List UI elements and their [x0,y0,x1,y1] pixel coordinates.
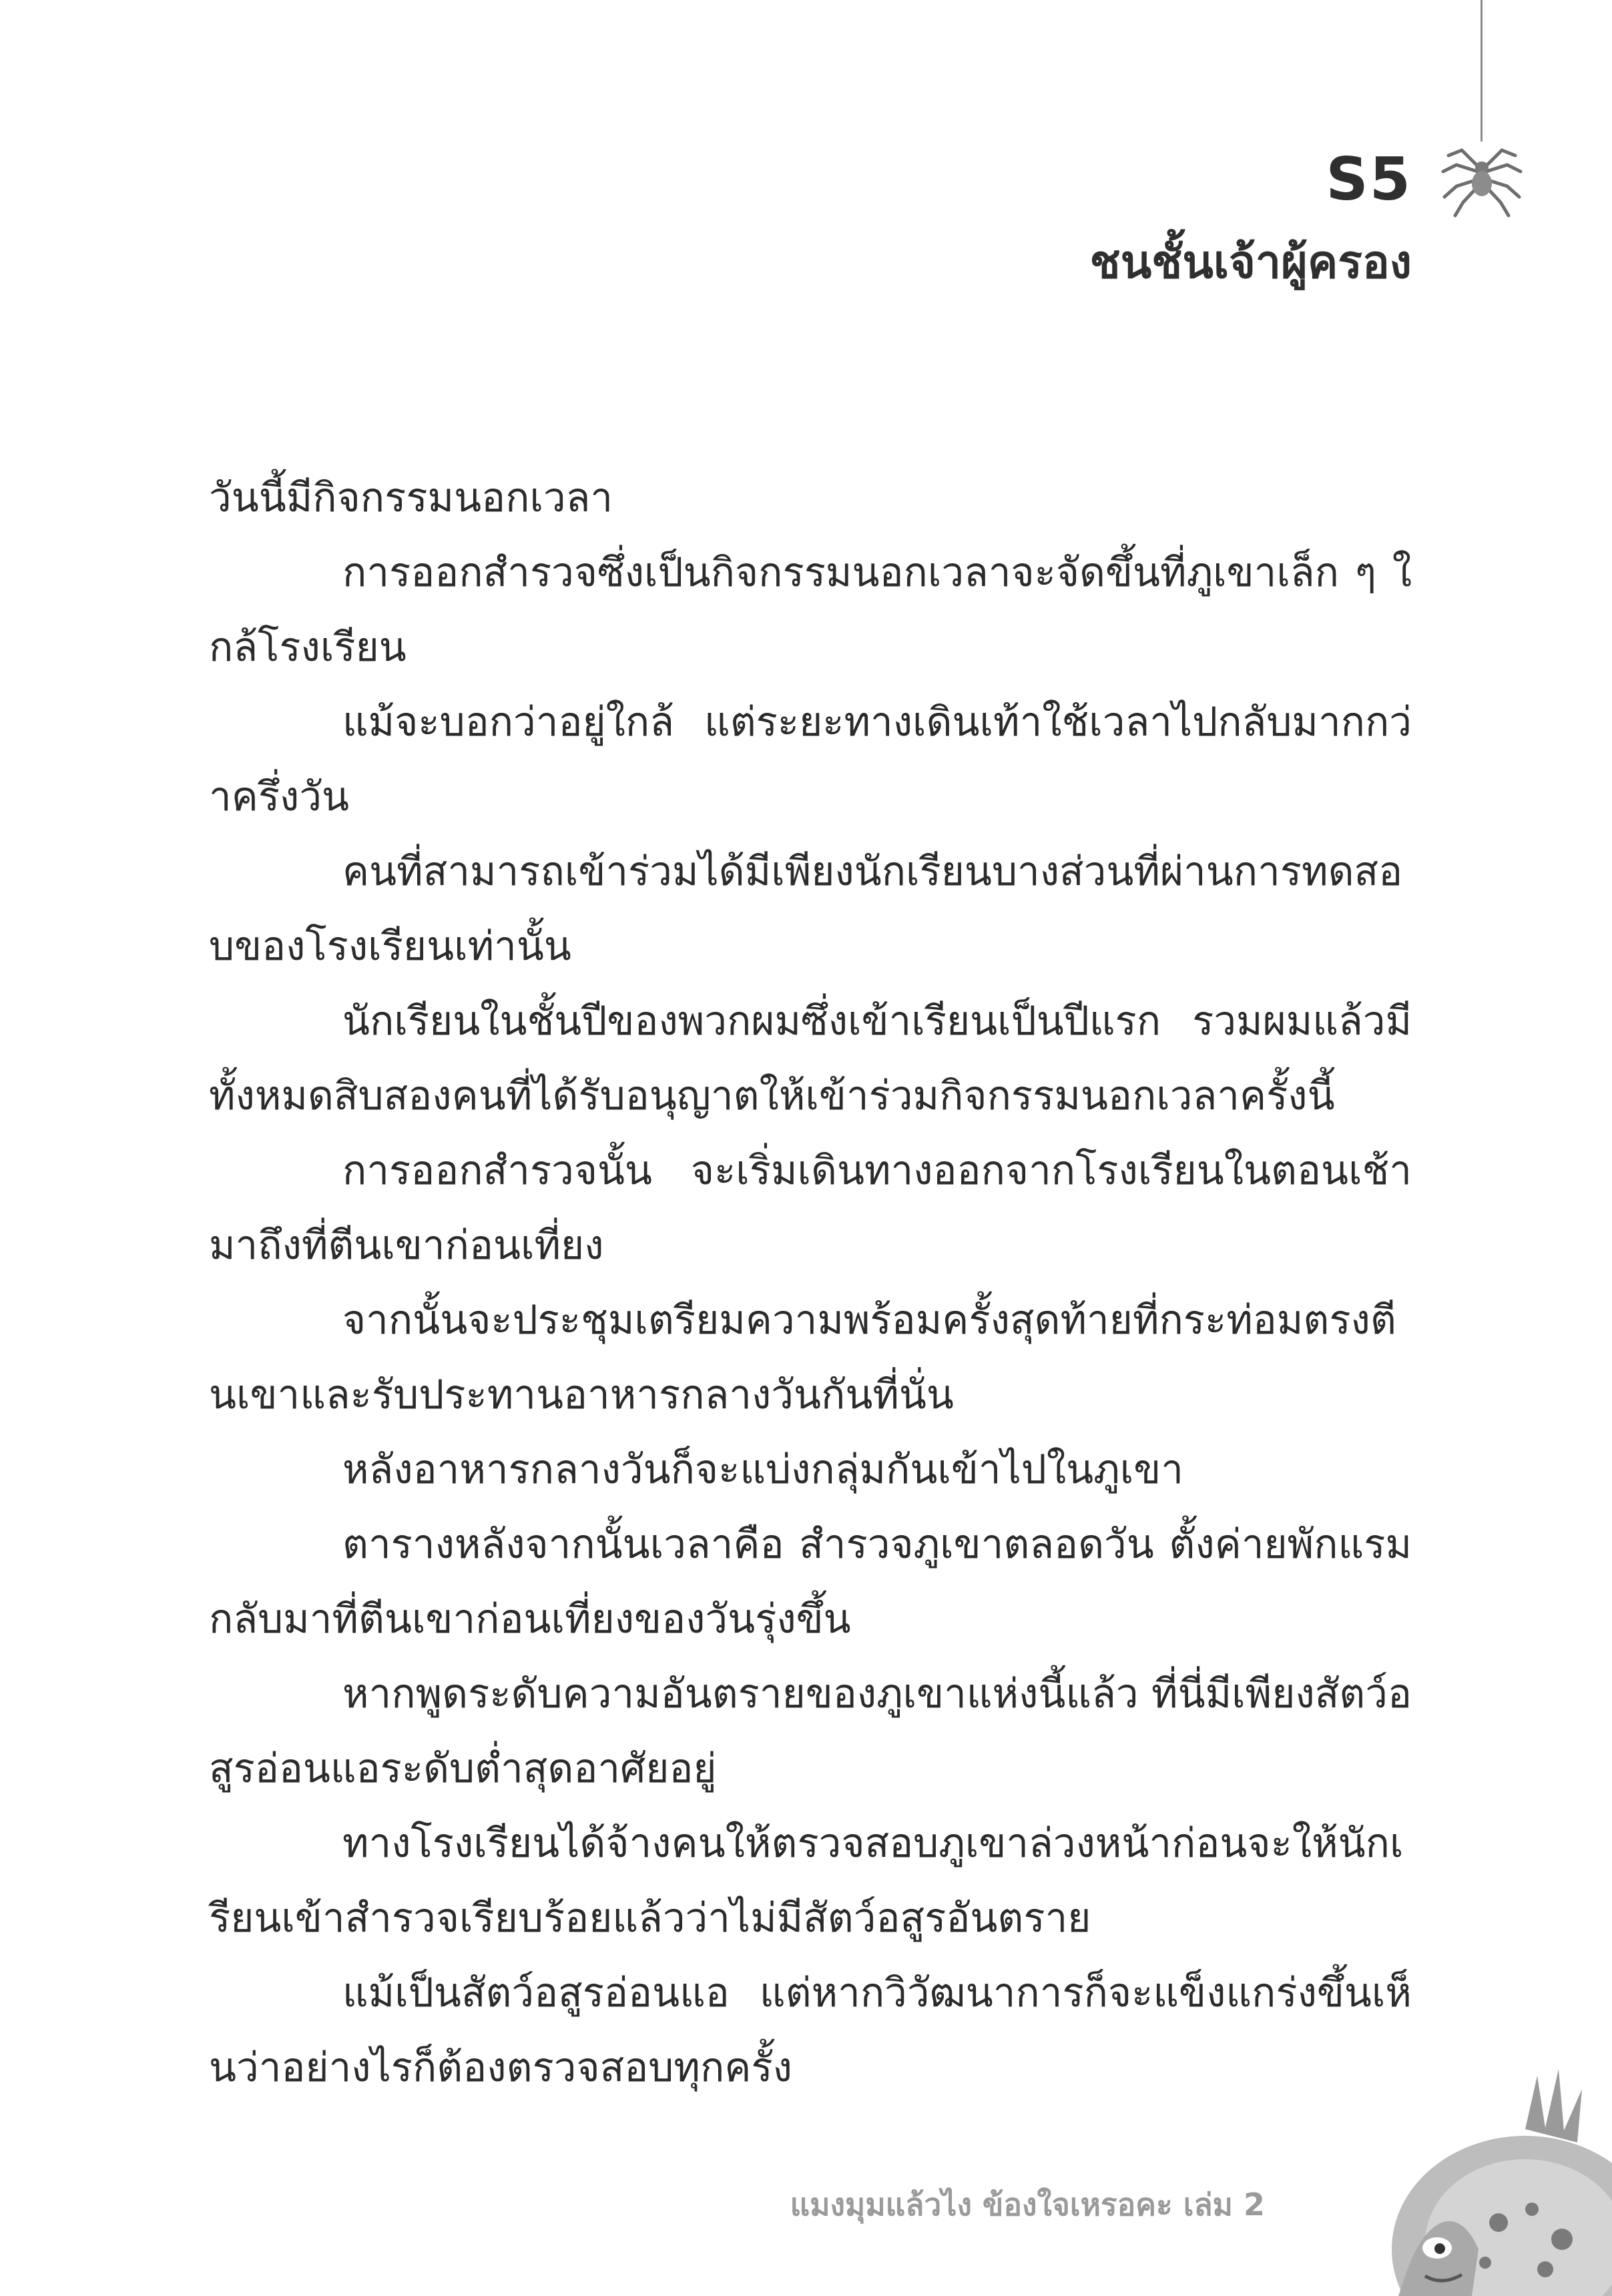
paragraph: การออกสำรวจซึ่งเป็นกิจกรรมนอกเวลาจะจัดขึ้นที่ภูเขาเล็ก ๆ ใกล้โรงเรียน [209,549,1412,671]
paragraph: แม้เป็นสัตว์อสูรอ่อนแอ แต่หากวิวัฒนาการก็จะแข็งแกร่งขึ้นเห็นว่าอย่างไรก็ต้องตรวจสอบทุกครั้ง [209,1970,1412,2091]
spider-thread [1481,0,1483,141]
paragraph: แม้จะบอกว่าอยู่ใกล้ แต่ระยะทางเดินเท้าใช้เวลาไปกลับมากกว่าครึ่งวัน [209,699,1412,820]
paragraph: ตารางหลังจากนั้นเวลาคือ สำรวจภูเขาตลอดวัน ตั้งค่ายพักแรม กลับมาที่ตีนเขาก่อนเที่ยงของวันรุ่งขึ้น [209,1521,1412,1643]
footer-book-title: แมงมุมแล้วไง ข้องใจเหรอคะ เล่ม 2 [790,2187,1265,2223]
paragraph: หากพูดระดับความอันตรายของภูเขาแห่งนี้แล้ว ที่นี่มีเพียงสัตว์อสูรอ่อนแอระดับต่ำสุดอาศัยอยู่ [209,1671,1412,1792]
paragraph: วันนี้มีกิจกรรมนอกเวลา [209,475,613,521]
paragraph: ทางโรงเรียนได้จ้างคนให้ตรวจสอบภูเขาล่วงหน้าก่อนจะให้นักเรียนเข้าสำรวจเรียบร้อยแล้วว่าไม่มีสัตว์อสูรอันตราย [209,1820,1404,1942]
paragraph: คนที่สามารถเข้าร่วมได้มีเพียงนักเรียนบางส่วนที่ผ่านการทดสอบของโรงเรียนเท่านั้น [209,848,1403,970]
paragraph: นักเรียนในชั้นปีของพวกผมซึ่งเข้าเรียนเป็นปีแรก รวมผมแล้วมีทั้งหมดสิบสองคนที่ได้รับอนุญาตให้เข้าร่วมกิจกรรมนอกเวลาครั้งนี้ [209,998,1412,1119]
body-text [209,461,1412,2105]
paragraph: หลังอาหารกลางวันก็จะแบ่งกลุ่มกันเข้าไปในภูเขา [342,1446,1183,1493]
monster-illustration-icon [1325,2049,1612,2296]
paragraph: จากนั้นจะประชุมเตรียมความพร้อมครั้งสุดท้ายที่กระท่อมตรงตีนเขาและรับประทานอาหารกลางวันกันที่นั่น [209,1297,1396,1418]
spider-icon [1435,130,1529,224]
paragraph: การออกสำรวจนั้น จะเริ่มเดินทางออกจากโรงเรียนในตอนเช้า มาถึงที่ตีนเขาก่อนเที่ยง [209,1147,1412,1269]
chapter-title: ชนชั้นเจ้าผู้ครอง [1089,236,1412,289]
chapter-number: S5 [1326,145,1412,214]
